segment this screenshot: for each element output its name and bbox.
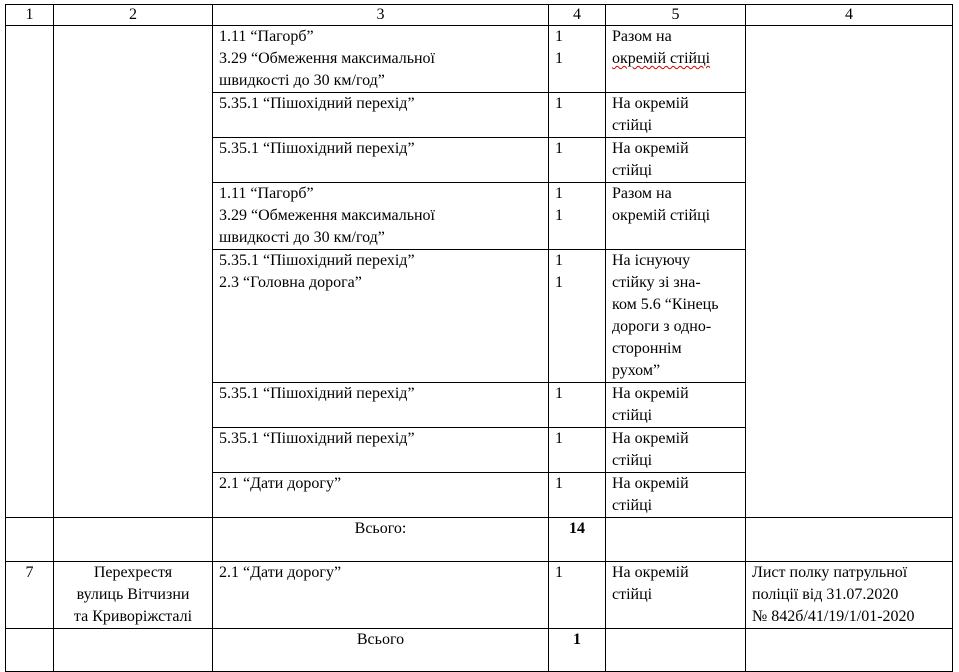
qty-line: 1	[555, 207, 563, 224]
qty-cell	[549, 428, 606, 473]
header-cell: 4	[549, 5, 606, 26]
place-line: стійці	[612, 407, 653, 424]
total-label: Всього:	[213, 518, 549, 562]
signs-cell	[213, 250, 549, 383]
empty-cell	[54, 26, 213, 518]
place-line: ком 5.6 “Кінець	[612, 296, 719, 313]
table-row	[6, 26, 953, 93]
place-cell	[606, 93, 746, 138]
qty-line: 1	[555, 140, 563, 157]
place-line: На окремій	[612, 564, 689, 581]
location-line: Перехрестя	[93, 564, 173, 581]
note-line: № 842б/41/19/1/01-2020	[752, 608, 915, 625]
header-cell: 4	[746, 5, 953, 26]
empty-cell	[54, 629, 213, 672]
header-row	[6, 5, 953, 26]
qty-line: 1	[555, 95, 563, 112]
qty-line: 1	[555, 475, 563, 492]
sign-line: 5.35.1 “Пішохідний перехід”	[219, 140, 415, 157]
sign-line: 3.29 “Обмеження максимальної	[219, 50, 435, 67]
place-line: На окремій	[612, 385, 689, 402]
total-row	[6, 629, 953, 672]
signs-cell	[213, 383, 549, 428]
document-page	[5, 4, 953, 672]
signs-cell	[213, 93, 549, 138]
location-line: та Криворіжсталі	[73, 608, 193, 625]
qty-line: 1	[555, 430, 563, 447]
sign-line: швидкості до 30 км/год”	[219, 72, 385, 89]
place-line: стійці	[612, 497, 653, 514]
place-cell	[606, 183, 746, 250]
signs-cell	[213, 138, 549, 183]
sign-line: 3.29 “Обмеження максимальної	[219, 207, 435, 224]
empty-cell	[606, 518, 746, 562]
empty-cell	[54, 518, 213, 562]
sign-line: 5.35.1 “Пішохідний перехід”	[219, 430, 415, 447]
sign-line: 2.3 “Головна дорога”	[219, 274, 362, 291]
header-cell: 2	[54, 5, 213, 26]
empty-cell	[6, 26, 54, 518]
qty-line: 1	[555, 385, 563, 402]
sign-line: 5.35.1 “Пішохідний перехід”	[219, 252, 415, 269]
signs-cell	[213, 562, 549, 629]
place-line: окремій стійці	[612, 50, 711, 67]
signs-cell	[213, 26, 549, 93]
place-line: На існуючу	[612, 252, 691, 269]
header-cell: 3	[213, 5, 549, 26]
place-line: стійці	[612, 452, 653, 469]
empty-cell	[6, 518, 54, 562]
sign-line: швидкості до 30 км/год”	[219, 229, 385, 246]
place-line: окремій стійці	[612, 207, 711, 224]
qty-line: 1	[555, 185, 563, 202]
place-line: стороннім	[612, 340, 682, 357]
place-cell	[606, 383, 746, 428]
signs-cell	[213, 473, 549, 518]
sign-line: 1.11 “Пагорб”	[219, 185, 314, 202]
place-line: стійку зі зна-	[612, 274, 701, 291]
place-line: На окремій	[612, 430, 689, 447]
qty-cell	[549, 562, 606, 629]
place-line: стійці	[612, 586, 653, 603]
qty-cell	[549, 138, 606, 183]
place-cell	[606, 562, 746, 629]
qty-cell	[549, 473, 606, 518]
total-value: 14	[549, 518, 606, 562]
total-value: 1	[549, 629, 606, 672]
location-cell	[54, 562, 213, 629]
qty-line: 1	[555, 50, 563, 67]
header-cell: 5	[606, 5, 746, 26]
qty-cell	[549, 93, 606, 138]
place-cell	[606, 473, 746, 518]
note-cell	[746, 562, 953, 629]
place-line: Разом на	[612, 185, 672, 202]
empty-cell	[746, 518, 953, 562]
qty-cell	[549, 183, 606, 250]
sign-line: 2.1 “Дати дорогу”	[219, 564, 342, 581]
place-line: рухом”	[612, 362, 661, 379]
qty-line: 1	[555, 252, 563, 269]
place-cell	[606, 26, 746, 93]
empty-cell	[606, 629, 746, 672]
empty-cell	[6, 629, 54, 672]
place-line: дороги з одно-	[612, 318, 712, 335]
note-line: поліції від 31.07.2020	[752, 586, 899, 603]
place-cell	[606, 138, 746, 183]
signs-cell	[213, 183, 549, 250]
place-line: На окремій	[612, 140, 689, 157]
place-cell	[606, 250, 746, 383]
total-row	[6, 518, 953, 562]
place-cell	[606, 428, 746, 473]
place-line: На окремій	[612, 475, 689, 492]
place-line: стійці	[612, 117, 653, 134]
signs-cell	[213, 428, 549, 473]
table-row	[6, 562, 953, 629]
note-line: Лист полку патрульної	[752, 564, 908, 581]
sign-line: 1.11 “Пагорб”	[219, 28, 314, 45]
location-line: вулиць Вітчизни	[76, 586, 190, 603]
total-label: Всього	[213, 629, 549, 672]
qty-line: 1	[555, 564, 563, 581]
qty-cell	[549, 250, 606, 383]
row-number: 7	[6, 562, 54, 629]
header-cell: 1	[6, 5, 54, 26]
signs-table	[5, 4, 953, 672]
place-line: Разом на	[612, 28, 672, 45]
sign-line: 5.35.1 “Пішохідний перехід”	[219, 95, 415, 112]
empty-cell	[746, 629, 953, 672]
qty-line: 1	[555, 274, 563, 291]
sign-line: 5.35.1 “Пішохідний перехід”	[219, 385, 415, 402]
empty-cell	[746, 26, 953, 518]
qty-cell	[549, 26, 606, 93]
qty-cell	[549, 383, 606, 428]
sign-line: 2.1 “Дати дорогу”	[219, 475, 342, 492]
place-line: На окремій	[612, 95, 689, 112]
qty-line: 1	[555, 28, 563, 45]
place-line: стійці	[612, 162, 653, 179]
